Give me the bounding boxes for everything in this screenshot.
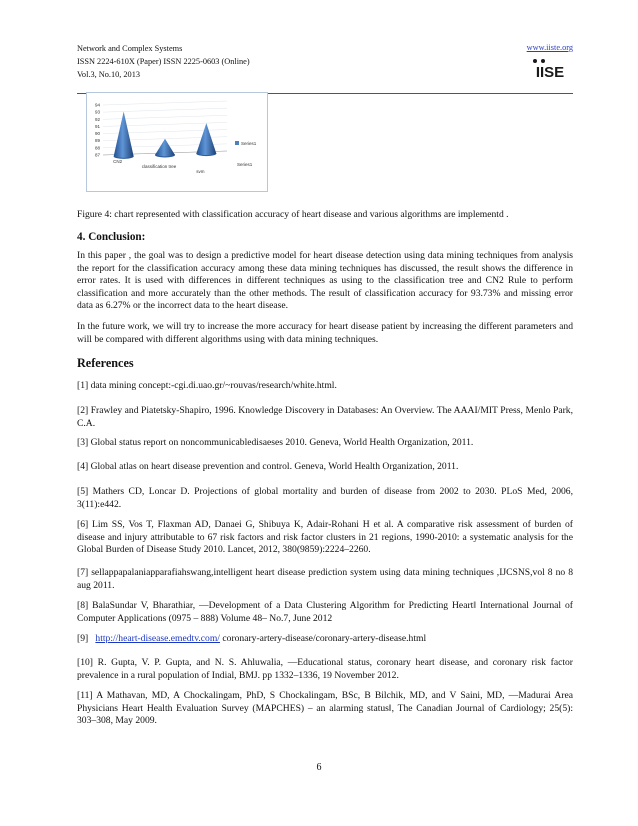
journal-volume: Vol.3, No.10, 2013	[77, 70, 140, 79]
y-tick-label: 90	[94, 131, 100, 137]
y-tick-label: 87	[94, 152, 100, 158]
x-tick-label: classification tree	[141, 164, 177, 169]
depth-axis-label: Series1	[237, 162, 253, 167]
reference-1: [1] data mining concept:-cgi.di.uao.gr/~rouvas/research/white.html.	[77, 380, 337, 391]
reference-5: [5] Mathers CD, Loncar D. Projections of global mortality and burden of disease from 2002 to 2030. PLoS Med, 2006, 3(11):e442.	[77, 486, 573, 510]
reference-9-prefix: [9]	[77, 633, 96, 644]
logo-text: IISE	[535, 64, 565, 80]
reference-6: [6] Lim SS, Vos T, Flaxman AD, Danaei G, Shibuya K, Adair-Rohani H et al. A comparative risk assessment of burden of disease and injury attributable to 67 risk factors and risk factor clusters in 21 regions, 1990-2010: a systematic analysis for the Global Burden of Disease Study 2010. Lancet, 2012, 380(9859):2224–2260.	[77, 519, 573, 556]
references-heading: References	[77, 356, 134, 370]
reference-2: [2] Frawley and Piatetsky-Shapiro, 1996. Knowledge Discovery in Databases: An Overview. The AAAI/MIT Press, Menlo Park, C.A.	[77, 405, 573, 429]
y-tick-label: 89	[94, 138, 100, 144]
iiste-logo	[526, 58, 574, 80]
reference-4: [4] Global atlas on heart disease prevention and control. Geneva, World Health Organization, 2011.	[77, 461, 459, 472]
y-tick-label: 88	[94, 145, 100, 151]
y-tick-label: 92	[94, 116, 100, 122]
y-tick-label: 94	[94, 102, 100, 108]
reference-3: [3] Global status report on noncommunicabledisaeses 2010. Geneva, World Health Organization, 2011.	[77, 437, 474, 448]
journal-issn: ISSN 2224-610X (Paper) ISSN 2225-0603 (Online)	[77, 57, 250, 66]
legend-label: Series1	[241, 141, 257, 146]
journal-url-link[interactable]: www.iiste.org	[526, 43, 573, 52]
reference-8: [8] BalaSundar V, Bharathiar, ―Development of a Data Clustering Algorithm for Predicting Heart‖ International Journal of Computer Applications (0975 – 888) Volume 48– No.7, June 2012	[77, 600, 573, 624]
gridline	[103, 115, 227, 119]
chart-canvas	[87, 93, 267, 191]
reference-9	[77, 633, 573, 646]
conclusion-heading: 4. Conclusion:	[77, 231, 146, 243]
page-number: 6	[316, 762, 322, 773]
reference-9-link[interactable]: http://heart-disease.emedtv.com/	[95, 633, 220, 644]
accuracy-chart	[86, 92, 268, 192]
y-tick-label: 93	[94, 109, 100, 115]
y-tick-label: 91	[94, 123, 100, 129]
reference-10: [10] R. Gupta, V. P. Gupta, and N. S. Ahluwalia, ―Educational status, coronary heart disease, and coronary risk factor prevalence in a rural population of Indial, BMJ. pp 1332–1336, 19 November 2012.	[77, 657, 573, 681]
journal-name: Network and Complex Systems	[77, 44, 183, 53]
reference-11: [11] A Mathavan, MD, A Chockalingam, PhD, S Chockalingam, BSc, B Bilchik, MD, and V Saini, MD, ―Madurai Area Physicians Heart Health Evaluation Survey (MAPCHES) – an alarming status‖, The Canadian Journal of Cardiology; 25(5): 303–308, May 2009.	[77, 690, 573, 727]
x-tick-label: CN2	[113, 159, 123, 164]
gridline	[103, 108, 227, 112]
chart-x-ticks	[113, 159, 205, 174]
cone-svm	[196, 123, 216, 155]
reference-7: [7] sellappapalaniapparafiahswang,intelligent heart disease prediction system using data mining techniques ,IJCSNS,vol 8 no 8 aug 2011.	[77, 567, 573, 591]
conclusion-paragraph-1: In this paper , the goal was to design a predictive model for heart disease detection using data mining techniques from analysis the report for the classification accuracy among these data mining techniques has discussed, the result shows the difference in error rates. It is used with differences in different techniques as using to the classification tree and CN2 Rule to perform classification and more accurately than the other methods. The result of classification accuracy for 93.73% and missing error data as 6.27% or the incorrect data to the heart disease.	[77, 250, 573, 312]
conclusion-paragraph-2: In the future work, we will try to increase the more accuracy for heart disease patient by increasing the different parameters and will be compared with different algorithms using with data mining techniques.	[77, 321, 573, 345]
legend-swatch	[235, 141, 239, 145]
chart-y-ticks	[95, 103, 101, 158]
cone-classification-tree	[155, 139, 175, 157]
figure-caption: Figure 4: chart represented with classification accuracy of heart disease and various algorithms are implementd .	[77, 209, 509, 220]
x-tick-label: svm	[196, 169, 205, 174]
reference-9-suffix: coronary-artery-disease/coronary-artery-disease.html	[219, 633, 427, 644]
gridline	[103, 101, 227, 105]
chart-legend	[235, 141, 257, 146]
